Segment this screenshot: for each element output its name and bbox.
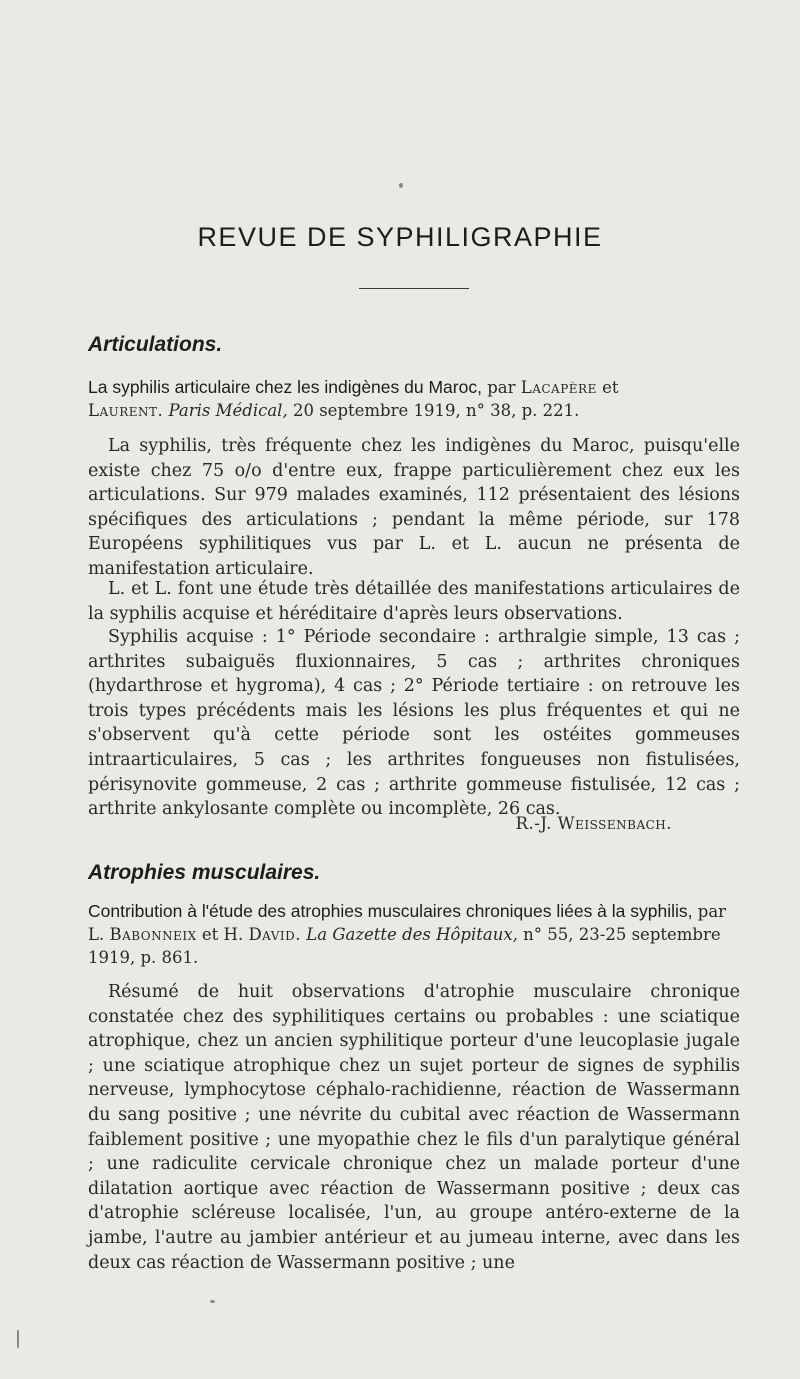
signature-initials: R.-J. [515,814,552,833]
by-label: par L. [88,902,727,944]
paragraph: La syphilis, très fréquente chez les indigènes du Maroc, puisqu'elle existe chez 75 o/o d'entre eux, frappe particulièrement chez eux les articulations. Sur 979 malades examinés, 112 présentaient des lésions spécifiques des articulations ; pendant la même période, sur 178 Européens syphilitiques vus par L. et L. aucun ne présenta de manifestation articulaire. [88,436,740,579]
ink-speck [399,183,403,188]
author-name: David. [248,925,302,944]
and-label: et H. [201,925,244,944]
section-heading-atrophies: Atrophies musculaires. [88,861,321,884]
ink-speck [210,1300,215,1303]
citation: n° 55, 23-25 septembre 1919, p. 861. [88,925,721,967]
article-title-block [88,376,743,422]
section-heading-articulations: Articulations. [88,333,223,356]
signature-name: Weissenbach. [557,814,672,833]
paragraph: Syphilis acquise : 1° Période secondaire : arthralgie simple, 13 cas ; arthrites subaiguës fluxionnaires, 5 cas ; arthrites chroniques (hydarthrose et hygroma), 4 cas ; 2° Période tertiaire : on retrouve les trois types précédents mais les lésions les plus fréquentes et qui ne s'observent qu'à cette période sont les ostéites gommeuses intraarticulaires, 5 cas ; les arthrites fongueuses non fistulisées, périsynovite gommeuse, 2 cas ; arthrite gommeuse fistulisée, 12 cas ; arthrite ankylosante complète ou incomplète, 26 cas. [88,627,740,820]
author-name: Lacapère [520,378,597,397]
article-title: Contribution à l'étude des atrophies musculaires chroniques liées à la syphilis, [88,901,693,921]
paragraph: Résumé de huit observations d'atrophie musculaire chronique constatée chez des syphilitiques certains ou probables : une sciatique atrophique, chez un ancien syphilitique porteur d'une leucoplasie jugale ; une sciatique atrophique chez un sujet porteur de signes de syphilis nerveuse, lymphocytose céphalo-rachidienne, réaction de Wassermann du sang positive ; une névrite du cubital avec réaction de Wassermann faiblement positive ; une myopathie chez le fils d'un paralytique général ; une radiculite cervicale chronique chez un malade porteur d'une dilatation aortique avec réaction de Wassermann positive ; deux cas d'atrophie scléreuse localisée, l'un, au groupe antéro-externe de la jambe, l'autre au jambier antérieur et au jumeau interne, avec dans les deux cas réaction de Wassermann positive ; une [88,982,740,1273]
and-label: et [602,378,619,397]
article-title: La syphilis articulaire chez les indigènes du Maroc, [88,377,482,397]
citation: 20 septembre 1919, n° 38, p. 221. [292,401,580,420]
paragraph: L. et L. font une étude très détaillée des manifestations articulaires de la syphilis acquise et héréditaire d'après leurs observations. [88,579,740,624]
journal-name: Paris Médical, [168,401,288,420]
article-title-block [88,900,743,969]
ink-speck [17,1330,19,1348]
author-name: Babonneix [109,925,197,944]
title-divider [359,288,469,289]
page-title: REVUE DE SYPHILIGRAPHIE [197,222,603,252]
author-name: Laurent. [88,401,164,420]
by-label: par [487,378,516,397]
journal-name: La Gazette des Hôpitaux, [306,925,518,944]
signature [516,814,672,833]
